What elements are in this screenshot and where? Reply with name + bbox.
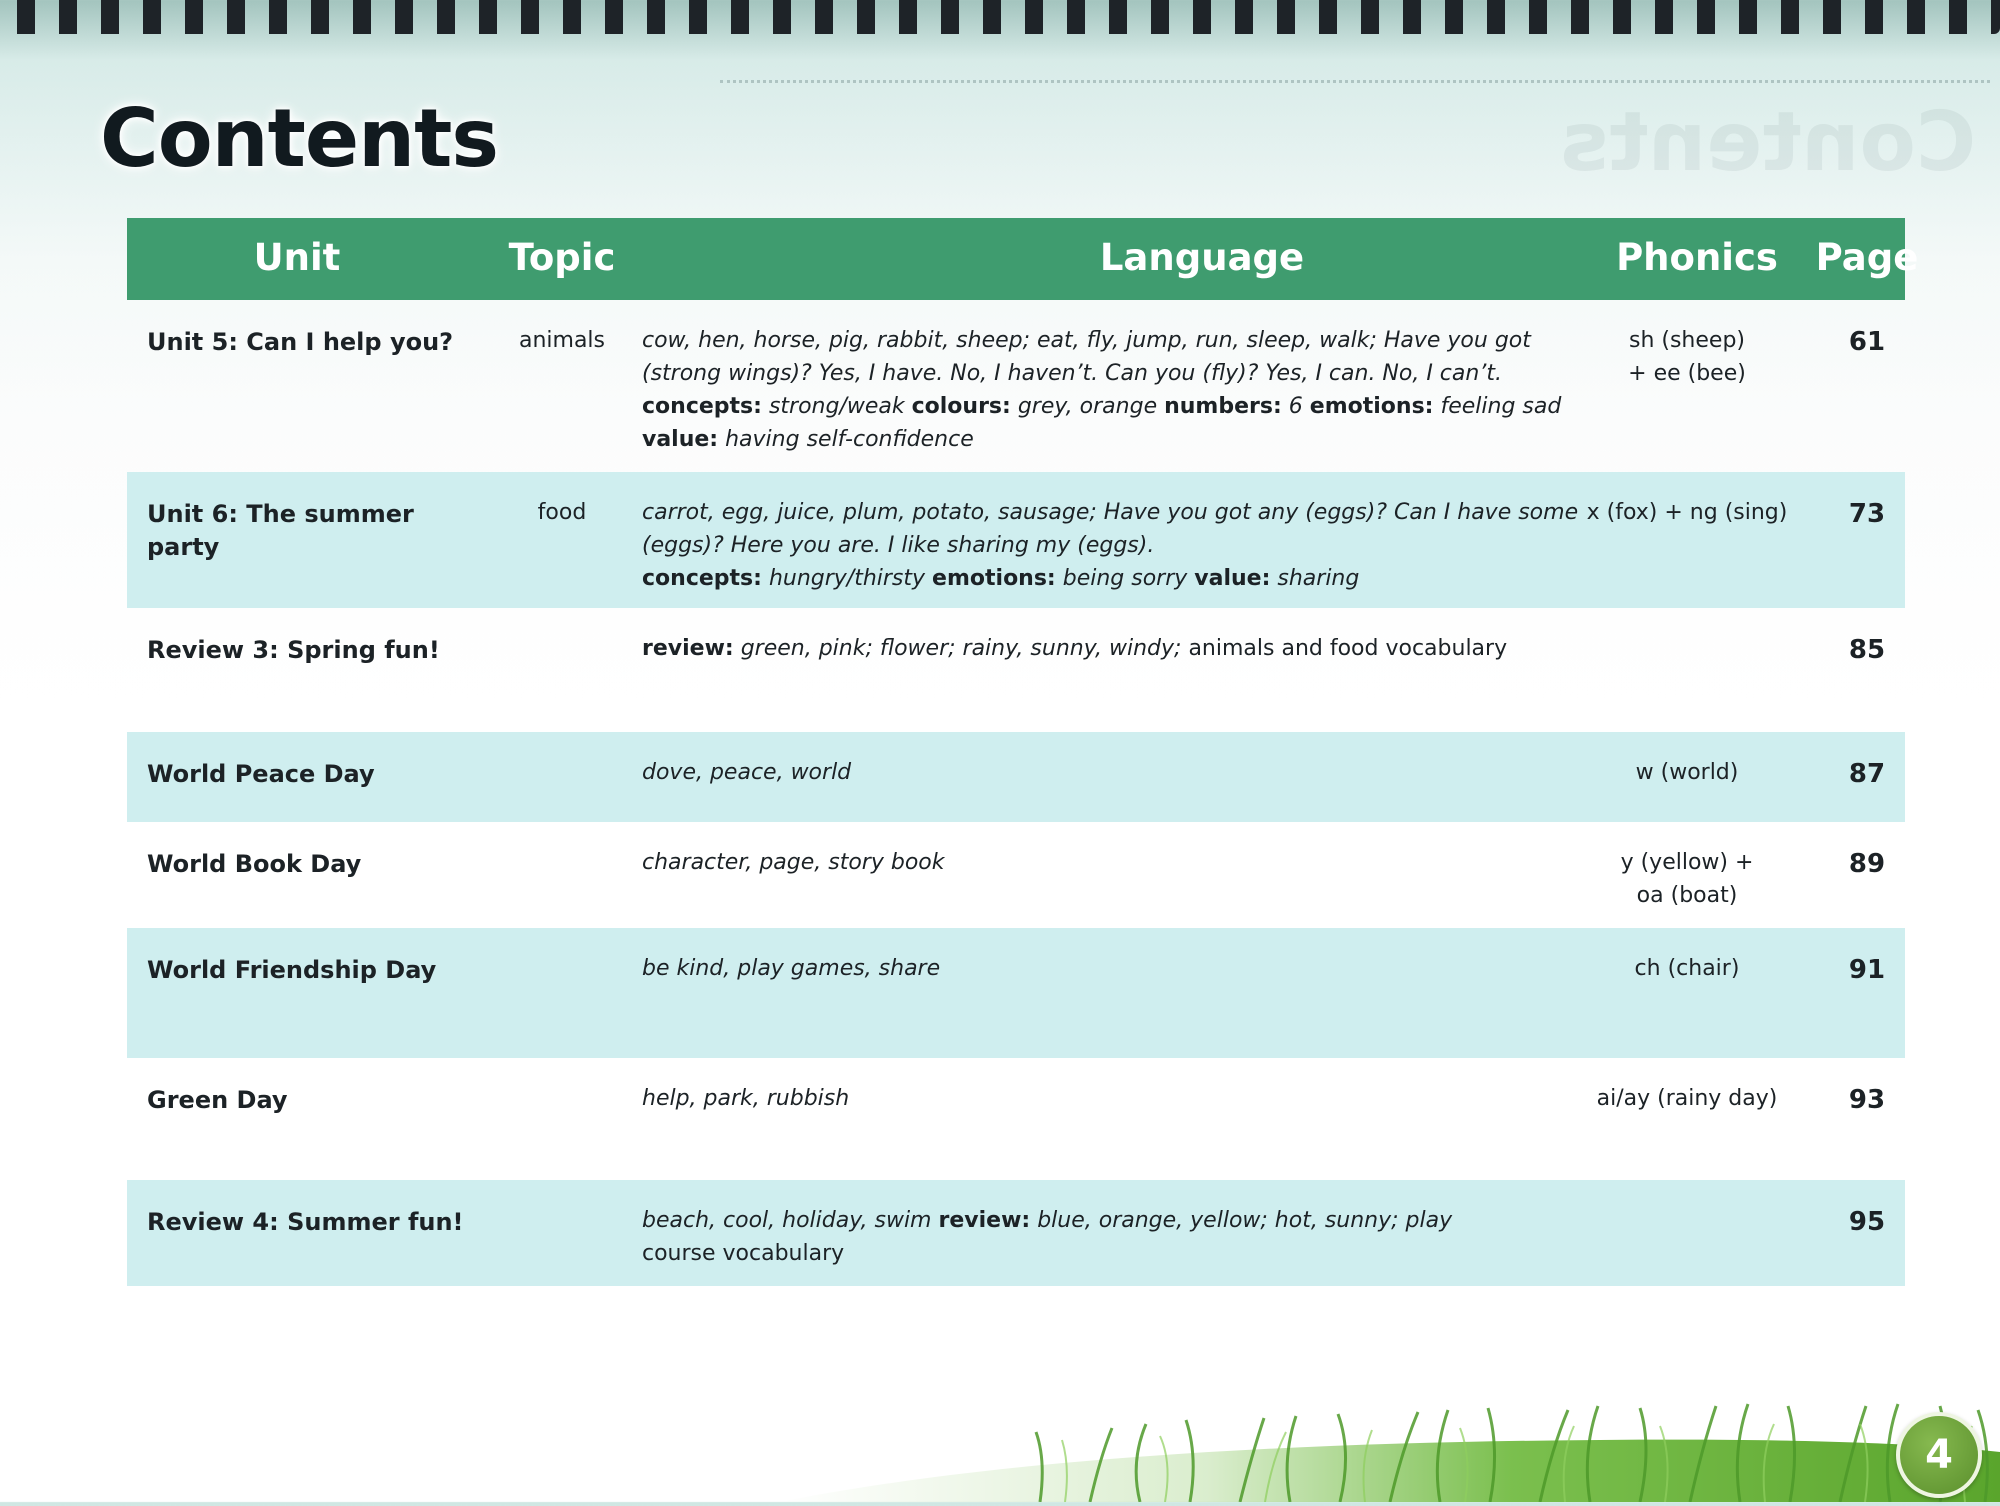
language-cell: beach, cool, holiday, swim review: blue, orange, yellow; hot, sunny; play course vocabulary	[642, 1208, 1453, 1266]
header-language: Language	[1099, 236, 1305, 279]
page-cell: 93	[1848, 1085, 1886, 1115]
unit-cell: Unit 5: Can I help you?	[147, 328, 454, 356]
unit-cell: World Friendship Day	[147, 956, 437, 984]
grass-svg	[0, 1340, 2000, 1502]
phonics-cell: ai/ay (rainy day)	[1596, 1086, 1778, 1111]
header-topic: Topic	[508, 236, 616, 279]
language-cell: review: green, pink; flower; rainy, sunny, windy; animals and food vocabulary	[642, 636, 1508, 661]
language-cell: character, page, story book	[642, 850, 945, 875]
phonics-cell: x (fox) + ng (sing)	[1586, 500, 1788, 525]
table-row	[127, 928, 1905, 1058]
language-cell: help, park, rubbish	[642, 1086, 850, 1111]
page-cell: 73	[1848, 499, 1886, 529]
page-number-badge: 4	[1896, 1412, 1982, 1498]
header-unit: Unit	[253, 236, 341, 279]
table-header	[127, 218, 1919, 300]
table-row	[127, 822, 1905, 928]
spiral-binding	[0, 0, 2000, 34]
unit-cell: Green Day	[147, 1086, 288, 1114]
show-through-title: Contents	[1560, 95, 1977, 190]
unit-cell: Unit 6: The summer party	[147, 500, 414, 561]
page-cell: 95	[1848, 1207, 1886, 1237]
language-cell: be kind, play games, share	[642, 956, 941, 981]
table-row	[127, 1058, 1905, 1180]
topic-cell: food	[537, 500, 587, 525]
header-page: Page	[1815, 236, 1919, 279]
page-cell: 61	[1848, 327, 1886, 357]
decorative-dotted-line	[720, 80, 1990, 83]
page-cell: 91	[1848, 955, 1886, 985]
phonics-cell: sh (sheep) + ee (bee)	[1628, 328, 1746, 386]
table-row	[127, 1180, 1905, 1286]
page-cell: 89	[1848, 849, 1886, 879]
unit-cell: Review 4: Summer fun!	[147, 1208, 464, 1236]
language-cell: dove, peace, world	[642, 760, 852, 785]
grass-illustration	[0, 1340, 2000, 1502]
table-row	[127, 472, 1905, 608]
language-cell: carrot, egg, juice, plum, potato, sausage; Have you got any (eggs)? Can I have some (eggs)? Here you are. I like sharing my (eggs). concepts: hungry/thirsty emotions: being sorry value: sharing	[642, 500, 1579, 591]
language-cell: cow, hen, horse, pig, rabbit, sheep; eat, fly, jump, run, sleep, walk; Have you got (strong wings)? Yes, I have. No, I haven’t. Can you (fly)? Yes, I can. No, I can’t. concepts: strong/weak colours: grey, orange numbers: 6 emotions: feeling sad value: having self-confidence	[642, 328, 1562, 452]
topic-cell: animals	[518, 328, 606, 353]
table-row	[127, 608, 1905, 732]
table-row	[127, 732, 1905, 822]
phonics-cell: ch (chair)	[1634, 956, 1740, 981]
unit-cell: World Book Day	[147, 850, 362, 878]
header-phonics: Phonics	[1616, 236, 1778, 279]
page-cell: 85	[1848, 635, 1886, 665]
unit-cell: Review 3: Spring fun!	[147, 636, 440, 664]
page-title: Contents	[100, 92, 498, 185]
phonics-cell: w (world)	[1635, 760, 1739, 785]
phonics-cell: y (yellow) + oa (boat)	[1620, 850, 1754, 908]
unit-cell: World Peace Day	[147, 760, 375, 788]
table-row	[127, 300, 1905, 472]
page-cell: 87	[1848, 759, 1886, 789]
